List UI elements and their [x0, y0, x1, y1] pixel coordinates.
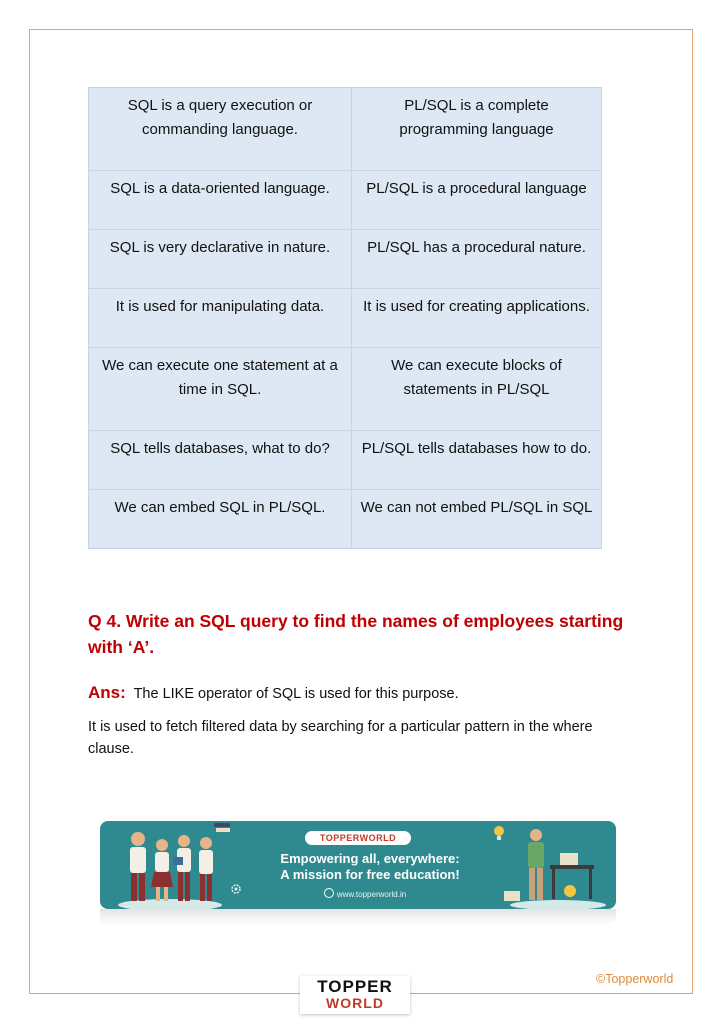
logo-top-text: TOPPER — [317, 977, 393, 996]
table-row — [89, 490, 602, 549]
table-row — [89, 431, 602, 490]
table-cell: We can embed SQL in PL/SQL. — [89, 490, 352, 549]
promo-banner[interactable] — [100, 821, 616, 909]
banner-reflection — [100, 909, 616, 925]
table-cell: It is used for creating applications. — [352, 289, 602, 348]
table-row — [89, 289, 602, 348]
teacher-illustration — [500, 821, 610, 909]
table-row — [89, 171, 602, 230]
table-cell: It is used for manipulating data. — [89, 289, 352, 348]
answer-line-1 — [88, 682, 648, 705]
table-cell: PL/SQL has a procedural nature. — [352, 230, 602, 289]
table-cell: We can execute one statement at a time in SQL. — [89, 348, 352, 431]
table-row — [89, 88, 602, 171]
table-cell: SQL is very declarative in nature. — [89, 230, 352, 289]
table-cell: PL/SQL is a complete programming language — [352, 88, 602, 171]
question-heading: Q 4. Write an SQL query to find the names of employees starting with ‘A’. — [88, 611, 624, 657]
topperworld-logo — [300, 976, 410, 1014]
banner-tagline — [230, 851, 510, 883]
table-row — [89, 230, 602, 289]
sql-vs-plsql-table — [88, 87, 602, 549]
banner-brand: TOPPERWORLD — [305, 831, 411, 845]
copyright-text: ©Topperworld — [596, 972, 674, 986]
gear-icon — [230, 883, 242, 895]
table-cell: SQL tells databases, what to do? — [89, 431, 352, 490]
answer-line-2: It is used to fetch filtered data by searching for a particular pattern in the where clause. — [88, 719, 593, 757]
banner-site[interactable] — [305, 888, 425, 899]
tagline-line-2: A mission for free education! — [280, 867, 460, 882]
students-illustration — [110, 821, 230, 909]
tagline-line-1: Empowering all, everywhere: — [280, 851, 460, 866]
table-cell: PL/SQL is a procedural language — [352, 171, 602, 230]
banner-site-text: www.topperworld.in — [336, 890, 407, 899]
table-cell: SQL is a query execution or commanding language. — [89, 88, 352, 171]
answer-text: The LIKE operator of SQL is used for this purpose. — [133, 686, 459, 702]
globe-icon — [324, 888, 334, 898]
table-cell: We can not embed PL/SQL in SQL — [352, 490, 602, 549]
table-cell: PL/SQL tells databases how to do. — [352, 431, 602, 490]
table-cell: We can execute blocks of statements in PL/SQL — [352, 348, 602, 431]
table-cell: SQL is a data-oriented language. — [89, 171, 352, 230]
table-row — [89, 348, 602, 431]
logo-bottom-text: WORLD — [326, 995, 384, 1011]
answer-label: Ans: — [88, 683, 126, 702]
